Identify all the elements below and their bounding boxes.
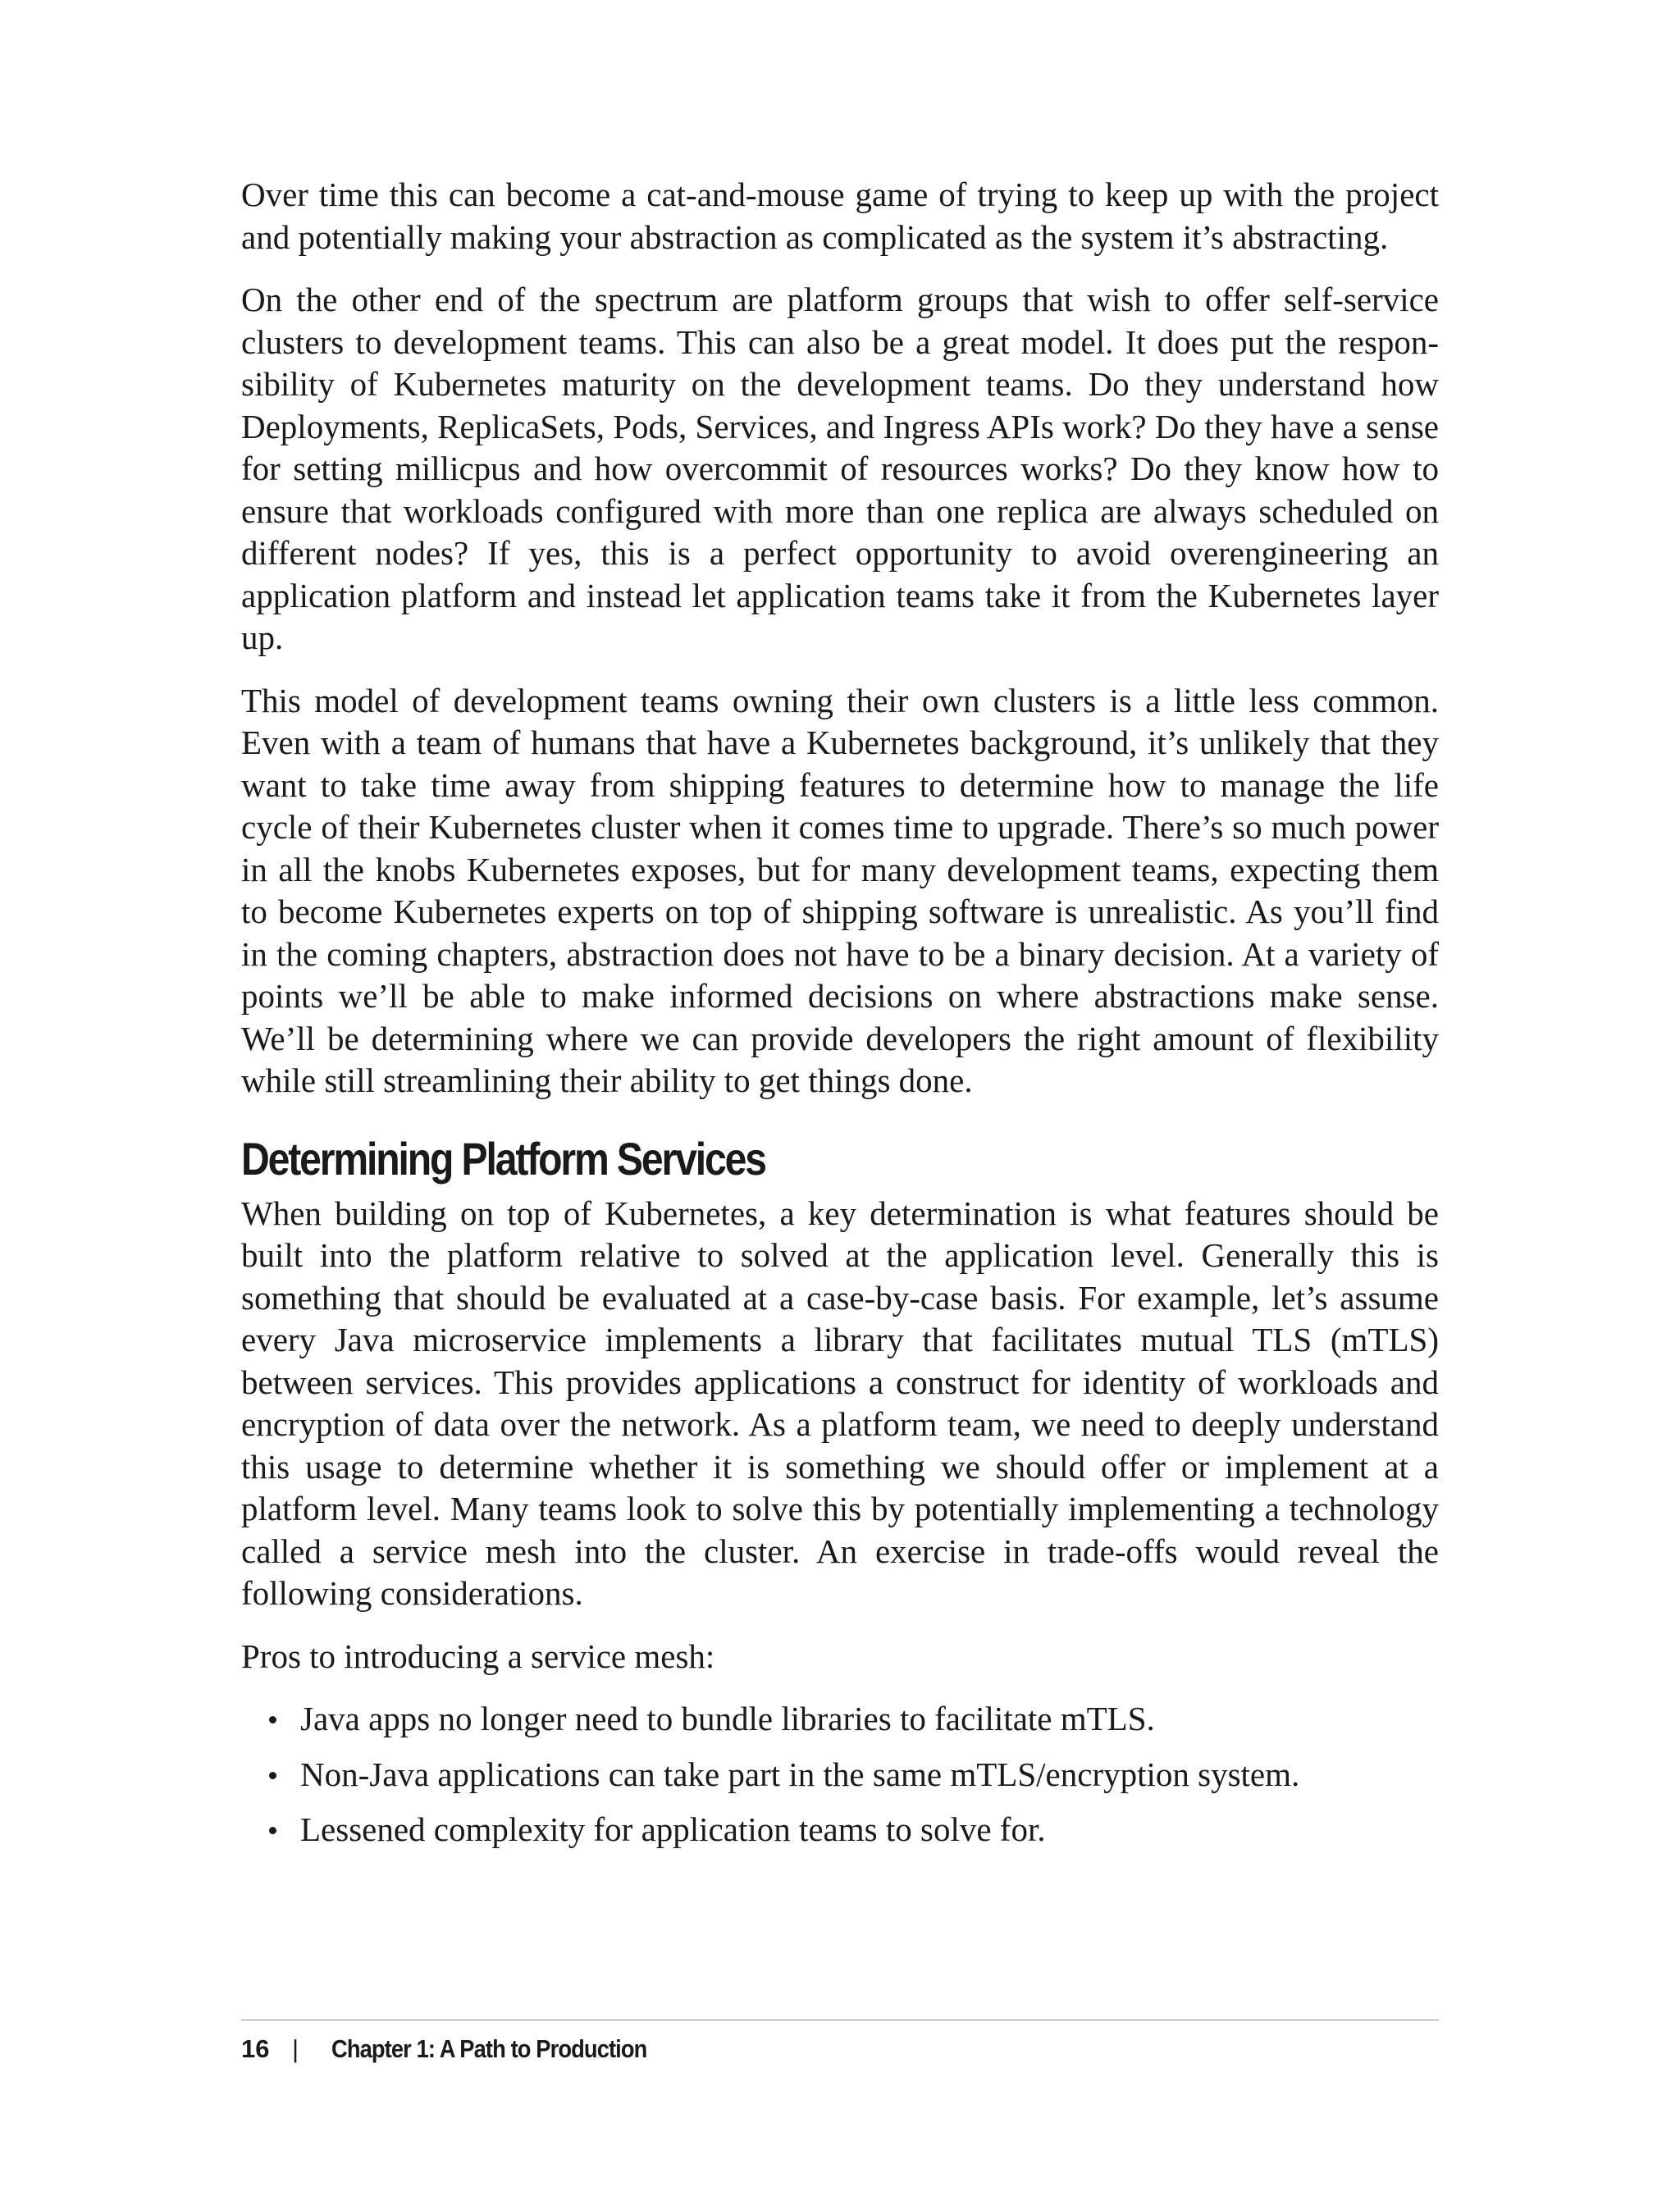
pros-intro: Pros to introducing a service mesh: — [241, 1637, 715, 1675]
section-paragraph: When building on top of Kubernetes, a key determination is what features should be built into the platform relative to solved at the application level. Generally this is something that should be evaluated at a case-by-case basis. For example, let’s assume every Java microservice implements a library that facilitates mutual TLS (mTLS) between services. This provides applications a construct for identity of workloads and encryption of data over the network. As a platform team, we need to deeply understand this usage to determine whether it is something we should offer or implement at a platform level. Many teams look to solve this by potentially implementing a technology called a service mesh into the cluster. An exercise in trade-offs would reveal the following considerations. — [241, 1194, 1439, 1612]
paragraph-1: Over time this can become a cat-and-mouse game of trying to keep up with the project and potentially making your abstraction as complicated as the system it’s abstracting. — [241, 176, 1439, 256]
pros-list — [241, 1698, 1439, 1851]
list-item-text: Non-Java applications can take part in the same mTLS/encryption system. — [300, 1755, 1300, 1793]
page-footer — [241, 2033, 690, 2066]
list-item-text: Java apps no longer need to bundle libraries to facilitate mTLS. — [300, 1700, 1155, 1737]
section-heading: Determining Platform Services — [241, 1132, 765, 1185]
footer-separator: | — [292, 2034, 299, 2063]
paragraph-2: On the other end of the spectrum are platform groups that wish to offer self-service clusters to development teams. This can also be a great model. It does put the responsibility of Kubernetes maturity on the development teams. Do they understand how Deployments, ReplicaSets, Pods, Services, and Ingress APIs work? Do they have a sense for setting millicpus and how overcommit of resources works? Do they know how to ensure that workloads configured with more than one replica are always scheduled on different nodes? If yes, this is a perfect opportunity to avoid overengineering an application platform and instead let application teams take it from the Kubernetes layer up. — [241, 281, 1439, 656]
paragraph-3: This model of development teams owning their own clusters is a little less common. Even with a team of humans that have a Kubernetes background, it’s unlikely that they want to take time away from shipping features to determine how to manage the life cycle of their Kubernetes cluster when it comes time to upgrade. There’s so much power in all the knobs Kubernetes exposes, but for many development teams, expecting them to become Kubernetes experts on top of shipping software is unrealistic. As you’ll find in the coming chapters, abstraction does not have to be a binary decision. At a variety of points we’ll be able to make informed decisions on where abstractions make sense. We’ll be determining where we can provide developers the right amount of flexibility while still streamlining their ability to get things done. — [241, 681, 1439, 1099]
bullet-icon — [269, 1827, 276, 1834]
page-content — [241, 174, 1439, 1865]
list-item — [241, 1754, 1439, 1796]
list-item — [241, 1809, 1439, 1851]
bullet-icon — [269, 1716, 276, 1723]
page-number: 16 — [241, 2034, 270, 2063]
bullet-icon — [269, 1772, 276, 1779]
chapter-title: Chapter 1: A Path to Production — [331, 2034, 647, 2063]
list-item-text: Lessened complexity for application teams to solve for. — [300, 1810, 1046, 1848]
list-item — [241, 1698, 1439, 1741]
